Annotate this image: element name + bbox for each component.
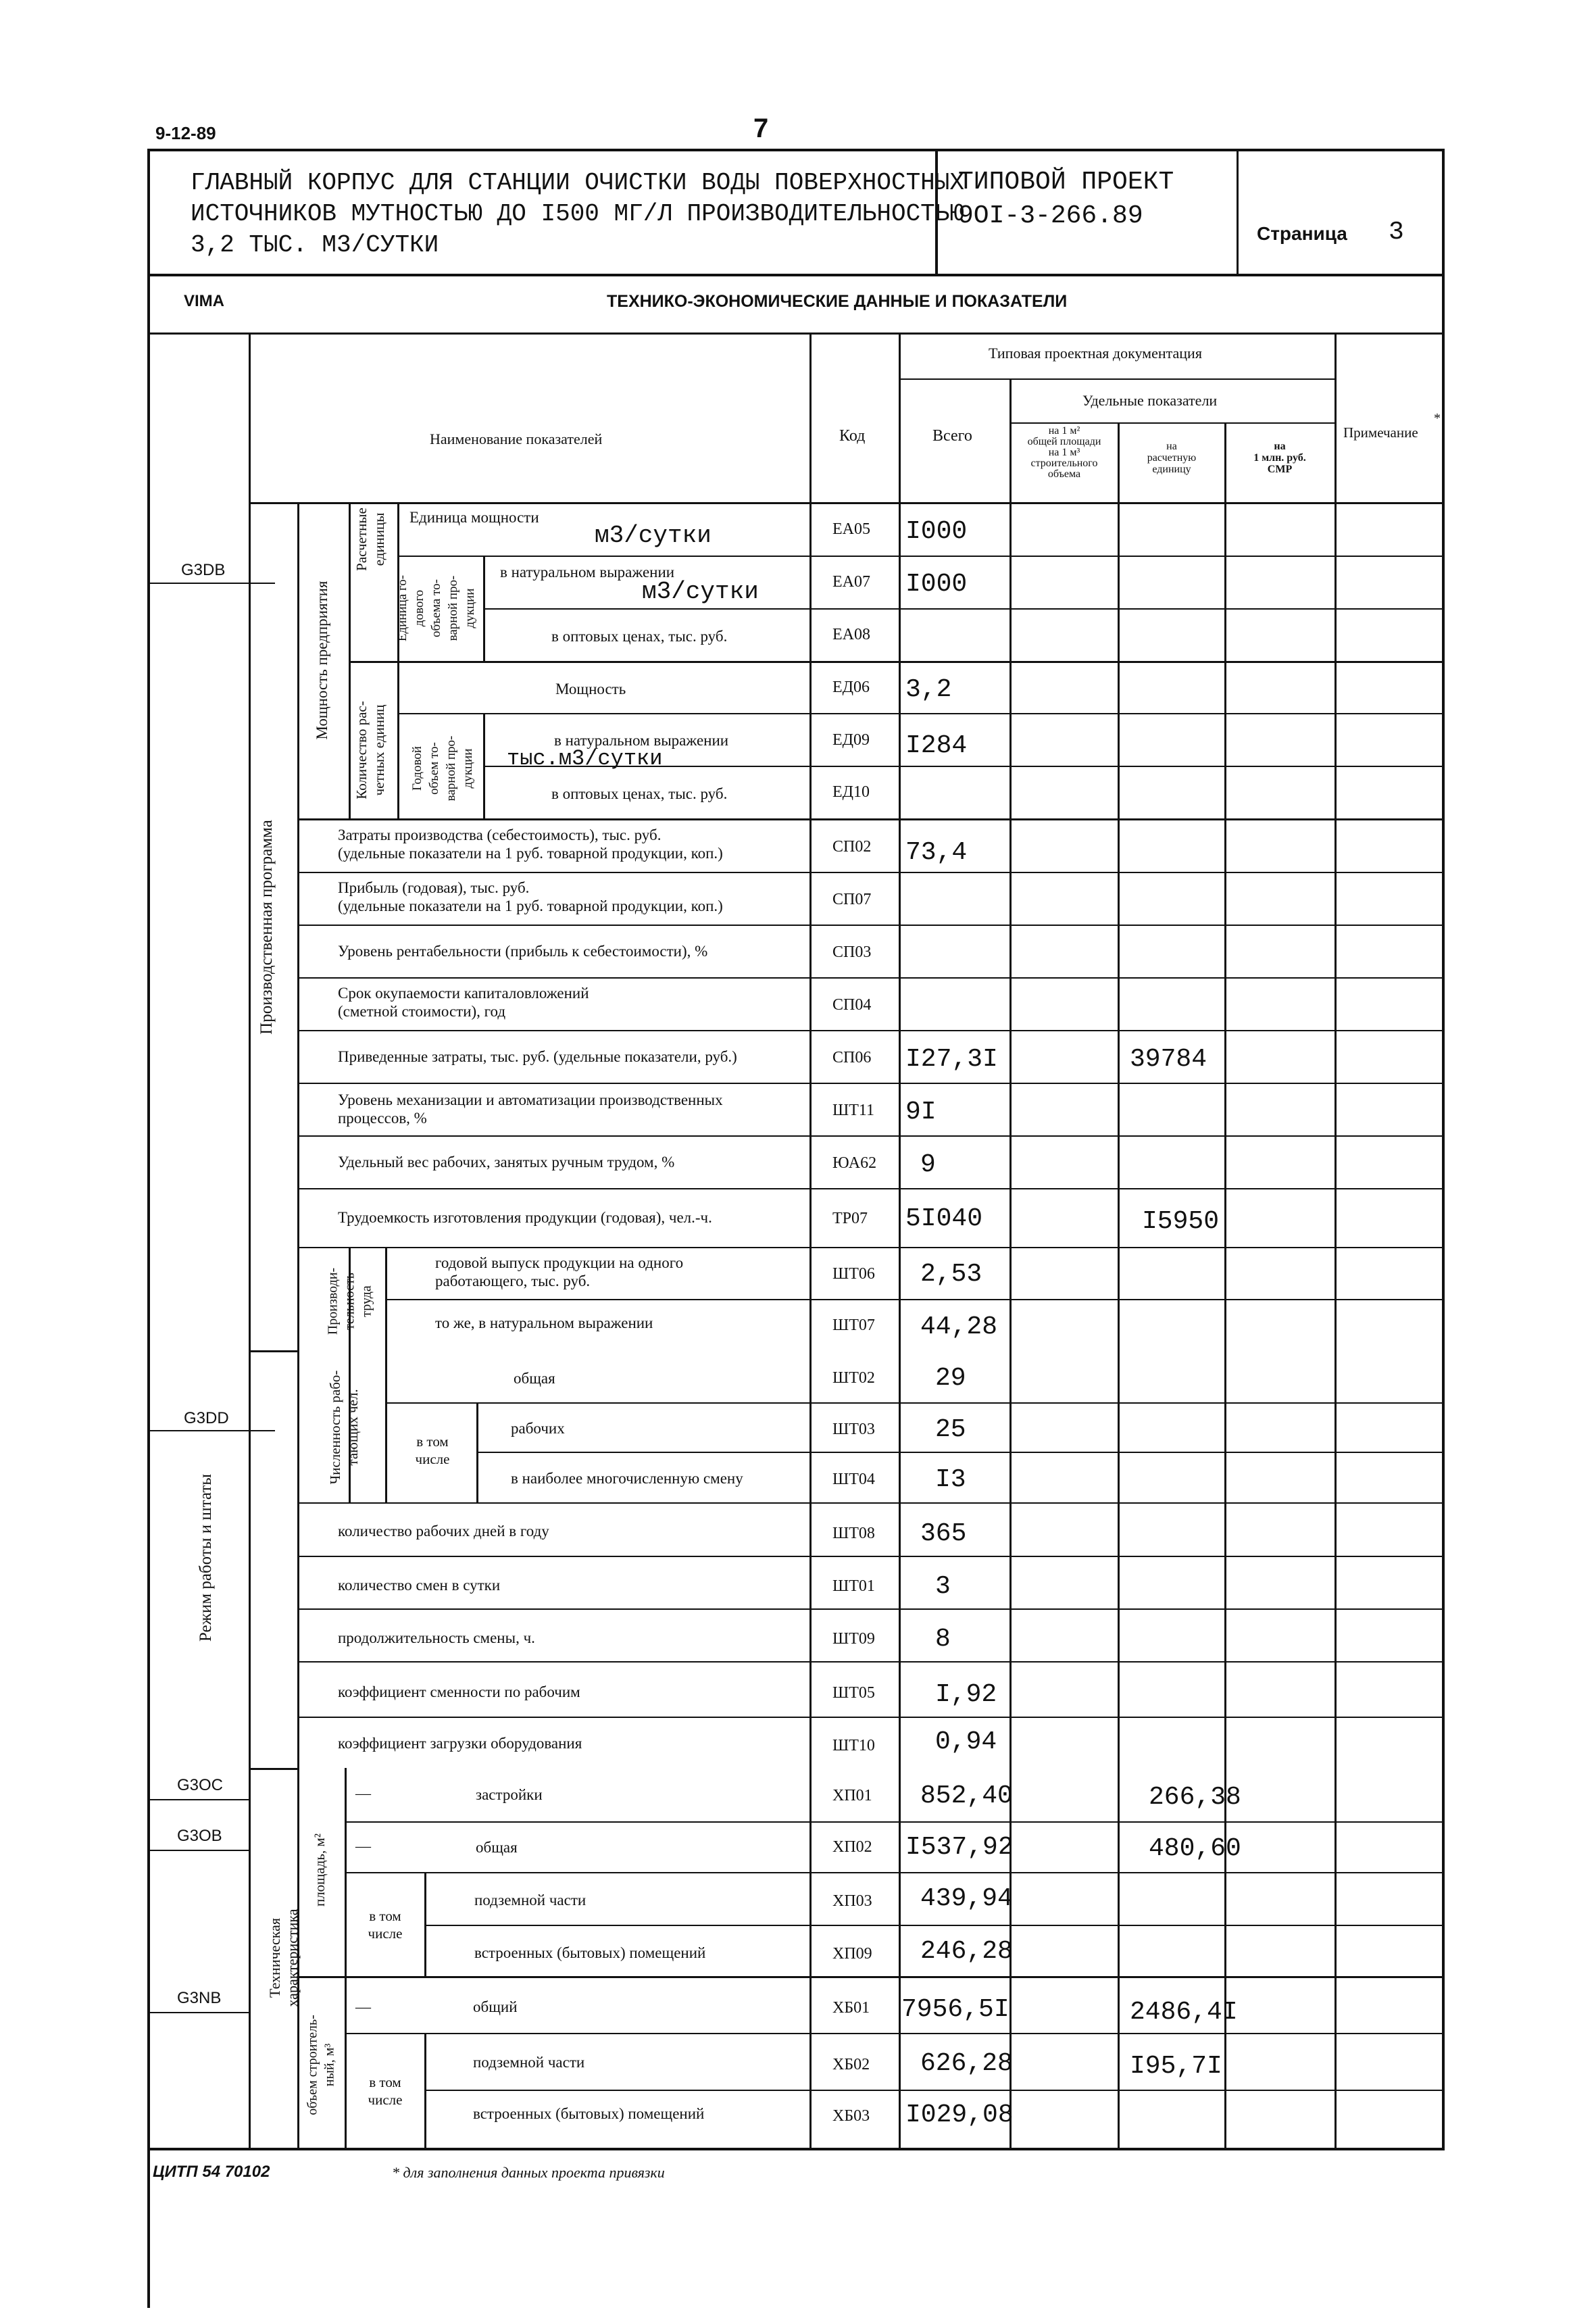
group-annual-volume: Годовой объем то- варной про- дукции: [410, 735, 475, 802]
side-code: G3NB: [177, 1989, 222, 2007]
row-per-unit: 2486,4I: [1130, 1998, 1238, 2027]
row-per-unit: I95,7I: [1130, 2052, 1222, 2081]
row-label: общая: [514, 1370, 555, 1387]
group-calc-units-count: Количество рас- четных единиц: [353, 701, 387, 799]
header-note-mark: *: [1434, 411, 1441, 426]
row-total: 626,28: [920, 2049, 1013, 2078]
row-total: 44,28: [920, 1312, 998, 1341]
row-code: ШТ04: [832, 1471, 875, 1488]
row-label: Мощность: [555, 681, 626, 697]
row-label: коэффициент загрузки оборудования: [338, 1735, 582, 1752]
group-work-mode: Режим работы и штаты: [197, 1473, 215, 1642]
row-total: I537,92: [905, 1833, 1014, 1862]
row-code: ШТ03: [832, 1421, 875, 1438]
row-total: I000: [905, 570, 968, 599]
row-code: СП04: [832, 996, 872, 1014]
row-label: в оптовых ценах, тыс. руб.: [551, 628, 728, 645]
row-label: Трудоемкость изготовления продукции (годовая), чел.-ч.: [338, 1209, 712, 1226]
row-code: ШТ07: [832, 1316, 875, 1334]
row-label: общий: [473, 1998, 518, 2015]
row-label: годовой выпуск продукции на одного работающего, тыс. руб.: [435, 1254, 684, 1289]
group-volume: объем строитель- ный, м³: [305, 2015, 337, 2115]
row-code: ХБ02: [832, 2056, 870, 2073]
row-total: 2,53: [920, 1260, 982, 1289]
header-per-mln: на 1 млн. руб. СМР: [1253, 441, 1306, 475]
side-code: G3DB: [181, 561, 226, 579]
group-labor-productivity: Производи- тельность труда: [325, 1267, 374, 1335]
side-code: G3DD: [184, 1409, 229, 1427]
row-total: 7956,5I: [901, 1995, 1009, 2024]
row-code: ХП01: [832, 1787, 872, 1804]
row-total: 852,40: [920, 1781, 1013, 1811]
row-label: застройки: [476, 1786, 543, 1803]
group-production-program: Производственная программа: [257, 820, 276, 1035]
footer-stamp: ЦИТП 54 70102: [153, 2163, 270, 2181]
row-dash: —: [355, 1785, 371, 1802]
row-per-unit: 480,60: [1149, 1834, 1241, 1863]
row-total: 3,2: [905, 675, 952, 704]
row-label: Прибыль (годовая), тыс. руб. (удельные показатели на 1 руб. товарной продукции, коп.): [338, 879, 723, 914]
row-label: Приведенные затраты, тыс. руб. (удельные показатели, руб.): [338, 1048, 737, 1065]
footnote: * для заполнения данных проекта привязки: [392, 2164, 665, 2181]
row-code: ХП09: [832, 1945, 872, 1963]
in-that-number: в том числе: [415, 1433, 450, 1467]
header-per-area: на 1 м² общей площади на 1 м³ строительного объема: [1027, 425, 1101, 480]
group-headcount: Численность рабо- тающих чел.: [327, 1370, 361, 1485]
side-code: G3OB: [177, 1827, 222, 1845]
document-title: ГЛАВНЫЙ КОРПУС ДЛЯ СТАНЦИИ ОЧИСТКИ ВОДЫ ПОВЕРХНОСТНЫХ ИСТОЧНИКОВ МУТНОСТЬЮ ДО I500 МГ/Л ПРОИЗВОДИТЕЛЬНОСТЬЮ 3,2 ТЫС. М3/СУТКИ: [191, 169, 964, 259]
row-code: ШТ06: [832, 1265, 875, 1283]
row-code: ЕД10: [832, 783, 870, 801]
section-code: VIMA: [184, 292, 224, 310]
header-total: Всего: [932, 427, 972, 445]
header-note: Примечание: [1343, 424, 1418, 441]
row-label: рабочих: [511, 1420, 565, 1437]
side-code: G3OC: [177, 1776, 224, 1794]
row-total: I3: [935, 1465, 966, 1494]
row-label: общая: [476, 1839, 518, 1856]
project-code: 9OI-3-266.89: [958, 201, 1143, 230]
row-total: 246,28: [920, 1937, 1013, 1966]
row-total: 9: [920, 1150, 936, 1179]
row-label: подземной части: [474, 1892, 587, 1909]
row-label: в натуральном выражении: [500, 564, 675, 581]
row-total: I284: [905, 731, 968, 760]
row-total: 8: [935, 1625, 951, 1654]
section-title: ТЕХНИКО-ЭКОНОМИЧЕСКИЕ ДАННЫЕ И ПОКАЗАТЕЛИ: [607, 292, 1068, 311]
row-dash: —: [355, 1998, 371, 2015]
row-label: коэффициент сменности по рабочим: [338, 1683, 580, 1700]
row-code: СП07: [832, 891, 872, 908]
row-total: I000: [905, 517, 968, 546]
row-label: Удельный вес рабочих, занятых ручным трудом, %: [338, 1154, 675, 1171]
row-total: 365: [920, 1519, 967, 1548]
header-unit-indicators: Удельные показатели: [1082, 392, 1218, 409]
row-code: ШТ05: [832, 1684, 875, 1702]
row-code: ХП03: [832, 1892, 872, 1910]
row-unit: м3/сутки: [595, 522, 712, 549]
row-total: 29: [935, 1364, 966, 1393]
row-label: количество рабочих дней в году: [338, 1523, 549, 1540]
row-code: СП03: [832, 943, 872, 961]
row-code: ШТ10: [832, 1737, 875, 1754]
row-total: I27,3I: [905, 1045, 998, 1074]
row-label: продолжительность смены, ч.: [338, 1629, 535, 1646]
row-per-unit: I5950: [1142, 1207, 1220, 1236]
row-total: 25: [935, 1415, 966, 1444]
row-total: 5I040: [905, 1204, 983, 1233]
group-unit-annual: Единица го- дового объема то- варной про- дукции: [395, 574, 477, 642]
row-total: 9I: [905, 1098, 937, 1127]
page-number: 7: [753, 114, 769, 143]
row-label: Уровень механизации и автоматизации производственных процессов, %: [338, 1091, 723, 1127]
row-code: ТР07: [832, 1210, 868, 1227]
row-code: ШТ02: [832, 1369, 875, 1387]
row-total: 0,94: [935, 1727, 997, 1756]
in-that-number: в том числе: [368, 2074, 403, 2108]
row-total: I029,08: [905, 2100, 1014, 2130]
row-code: СП06: [832, 1049, 872, 1066]
row-label: встроенных (бытовых) помещений: [474, 1944, 706, 1961]
row-code: ШТ08: [832, 1525, 875, 1542]
row-total: 3: [935, 1572, 951, 1601]
date-stamp: 9-12-89: [155, 123, 216, 143]
page-value: 3: [1389, 218, 1404, 247]
row-code: ЕД09: [832, 731, 870, 749]
row-total: I,92: [935, 1680, 997, 1709]
row-code: СП02: [832, 838, 872, 856]
row-label: подземной части: [473, 2054, 585, 2071]
row-label: в оптовых ценах, тыс. руб.: [551, 785, 728, 802]
row-code: ЕД06: [832, 679, 870, 696]
header-name: Наименование показателей: [430, 430, 603, 447]
row-per-unit: 266,38: [1149, 1783, 1241, 1812]
row-code: ШТ01: [832, 1577, 875, 1595]
row-code: ЕА07: [832, 573, 870, 591]
row-code: ХБ01: [832, 1999, 870, 2017]
row-label: то же, в натуральном выражении: [435, 1314, 653, 1331]
row-unit: м3/сутки: [642, 578, 759, 606]
row-label: в наиболее многочисленную смену: [511, 1470, 743, 1487]
group-technical: Техническая характеристика: [266, 1909, 301, 2007]
header-code: Код: [839, 427, 866, 445]
group-capacity: Мощность предприятия: [314, 581, 330, 740]
row-code: ЕА08: [832, 626, 870, 643]
row-code: ШТ11: [832, 1102, 874, 1119]
in-that-number: в том числе: [368, 1908, 403, 1942]
row-label: Единица мощности: [409, 509, 539, 526]
header-per-unit: на расчетную единицу: [1147, 441, 1197, 475]
row-label: Уровень рентабельности (прибыль к себестоимости), %: [338, 943, 708, 960]
row-label: Затраты производства (себестоимость), тыс. руб. (удельные показатели на 1 руб. товарной продукции, коп.): [338, 827, 723, 862]
row-per-unit: 39784: [1130, 1045, 1207, 1074]
row-code: ХП02: [832, 1838, 872, 1856]
row-code: ЕА05: [832, 520, 870, 538]
row-unit: тыс.м3/сутки: [507, 746, 663, 771]
row-code: ШТ09: [832, 1630, 875, 1648]
project-label: ТИПОВОЙ ПРОЕКТ: [958, 168, 1174, 197]
row-label: встроенных (бытовых) помещений: [473, 2105, 705, 2122]
row-dash: —: [355, 1838, 371, 1854]
row-code: ХБ03: [832, 2107, 870, 2125]
group-calc-units: Расчетные единицы: [353, 508, 387, 571]
row-label: в натуральном выражении: [554, 732, 729, 749]
page-label: Страница: [1257, 223, 1347, 244]
row-code: ЮА62: [832, 1154, 877, 1172]
header-doc: Типовая проектная документация: [989, 345, 1202, 362]
group-area: площадь, м²: [311, 1833, 328, 1907]
row-label: Срок окупаемости капиталовложений (сметной стоимости), год: [338, 985, 589, 1020]
row-label: количество смен в сутки: [338, 1577, 501, 1594]
row-total: 439,94: [920, 1884, 1013, 1913]
row-total: 73,4: [905, 838, 968, 867]
